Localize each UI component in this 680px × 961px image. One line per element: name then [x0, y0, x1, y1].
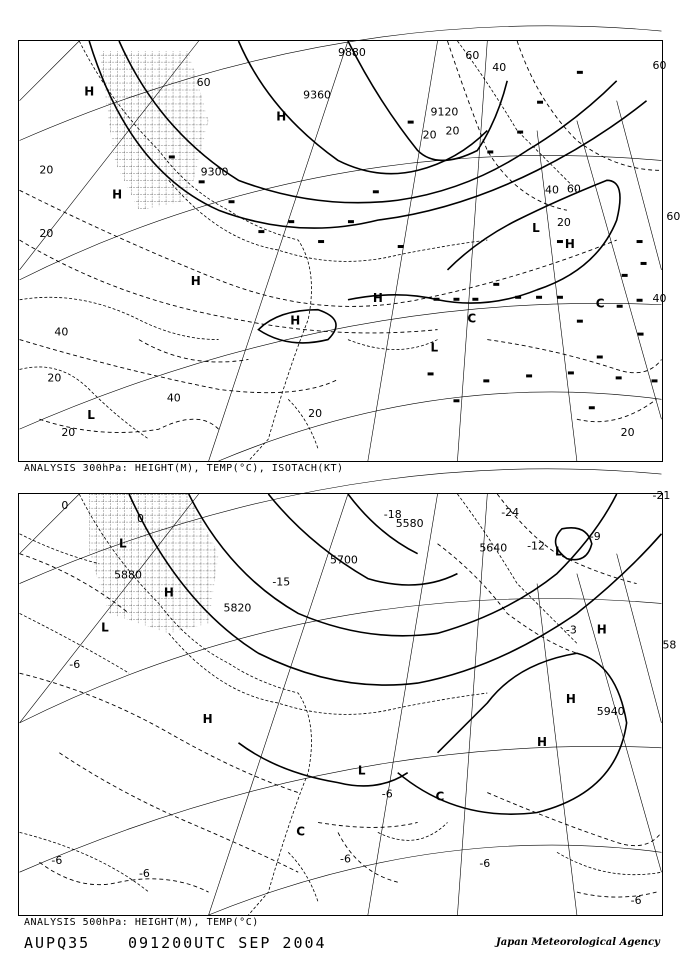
map-label: H	[202, 711, 213, 726]
map-label: -15	[272, 575, 291, 589]
map-label: 9120	[430, 105, 459, 119]
map-label: L	[430, 340, 439, 355]
map-label: 40	[492, 60, 507, 74]
map-label: C	[467, 311, 477, 326]
map-label: H	[290, 313, 301, 328]
map-label: 60	[465, 48, 480, 62]
map-label: -6	[138, 867, 150, 881]
map-label: -18	[383, 507, 402, 521]
map-label: 5820	[223, 601, 252, 615]
coastlines	[20, 41, 577, 461]
map-label: H	[596, 622, 607, 637]
valid-time: 091200UTC SEP 2004	[128, 934, 327, 952]
map-label: 60	[566, 182, 581, 196]
map-label: 58	[662, 638, 677, 652]
map-label: L	[87, 408, 95, 423]
map-label: 40	[54, 325, 69, 339]
map-label: H	[564, 237, 575, 252]
map-label: 0	[136, 511, 144, 525]
map-label: 40	[545, 183, 559, 197]
station-markers	[166, 71, 658, 409]
map-label: -9	[589, 529, 601, 543]
map-label: 9360	[303, 88, 332, 102]
map-label: -6	[479, 857, 491, 871]
map-label: -6	[69, 658, 81, 672]
map-label: 20	[556, 216, 571, 230]
agency-name: Japan Meteorological Agency	[496, 937, 660, 948]
map-label: -6	[51, 854, 63, 868]
map-label: 40	[166, 391, 181, 405]
map-panel-300hpa	[18, 40, 680, 462]
map-label: 20	[620, 426, 635, 440]
product-id: AUPQ35	[24, 934, 91, 952]
map-label: H	[565, 692, 576, 707]
map-label: 9880	[338, 45, 366, 59]
map-label: -12	[527, 539, 545, 553]
map-label: L	[101, 620, 109, 635]
map-label: 0	[61, 498, 69, 512]
map-label: 5940	[596, 704, 625, 718]
map-label: L	[554, 544, 563, 559]
map-label: -6	[630, 894, 642, 908]
map-label: H	[163, 585, 174, 600]
map-label: C	[435, 789, 445, 804]
map-label: H	[84, 84, 95, 99]
map-label: -21	[652, 488, 671, 502]
map-panel-500hpa	[18, 488, 677, 916]
map-label: 60	[666, 210, 680, 224]
map-label: C	[296, 824, 305, 839]
map-label: 20	[445, 124, 460, 138]
map-label: C	[595, 296, 605, 311]
map-label: 20	[308, 407, 323, 421]
panel-caption-300hpa: ANALYSIS 300hPa: HEIGHT(M), TEMP(°C), ISOTACH(KT)	[24, 463, 344, 474]
map-label: 20	[39, 227, 54, 241]
map-label: -24	[501, 505, 520, 519]
map-label: 60	[196, 75, 211, 89]
map-300hpa-svg	[19, 41, 680, 461]
map-label: 40	[652, 291, 667, 305]
map-label: H	[112, 187, 123, 202]
map-label: -6	[340, 852, 351, 866]
map-label: 20	[61, 426, 76, 440]
map-label: 20	[422, 128, 437, 142]
map-label: H	[276, 109, 287, 124]
map-label: H	[372, 290, 383, 305]
map-label: L	[119, 536, 127, 551]
map-label: 60	[652, 58, 667, 72]
map-label: 9300	[200, 165, 229, 179]
map-label: -6	[381, 787, 393, 801]
map-label: H	[190, 273, 201, 288]
map-label: 20	[47, 371, 62, 385]
map-label: 5880	[114, 568, 142, 582]
map-label: 5580	[395, 516, 424, 530]
map-label: H	[537, 734, 548, 749]
panel-caption-500hpa: ANALYSIS 500hPa: HEIGHT(M), TEMP(°C)	[24, 917, 259, 928]
map-label: 20	[39, 163, 54, 177]
map-label: 5700	[330, 553, 358, 567]
map-label: -3	[565, 623, 577, 637]
map-label: L	[532, 221, 540, 236]
map-label: 5640	[479, 541, 508, 555]
map-500hpa-svg	[19, 488, 677, 915]
map-label: L	[357, 763, 366, 778]
